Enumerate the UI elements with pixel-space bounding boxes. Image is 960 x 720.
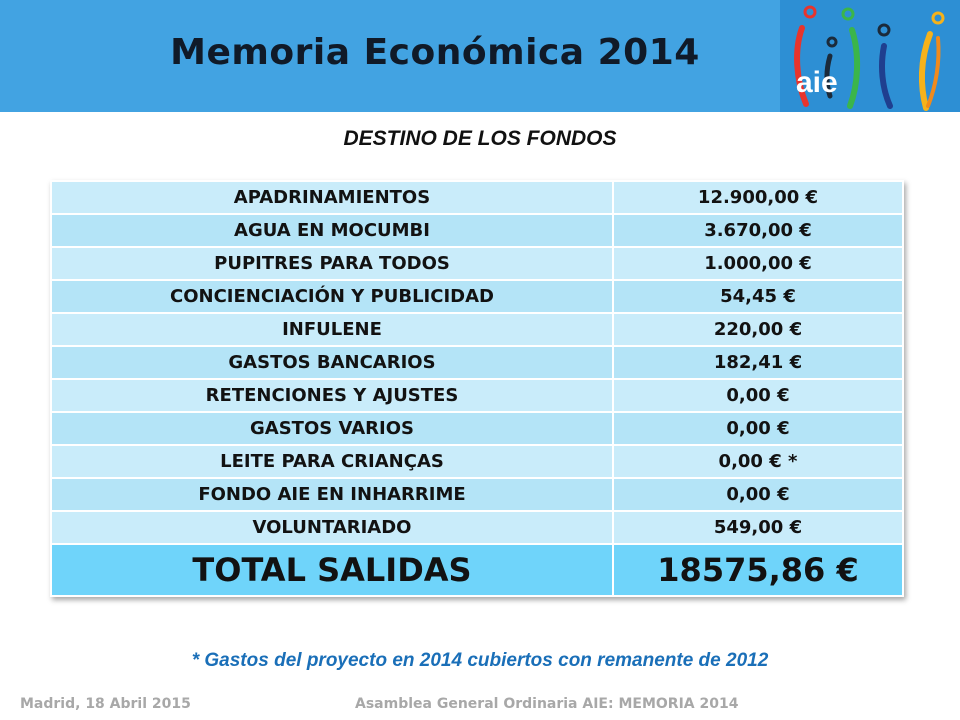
- row-label: GASTOS BANCARIOS: [51, 346, 613, 379]
- row-label: INFULENE: [51, 313, 613, 346]
- row-amount: 1.000,00 €: [613, 247, 903, 280]
- logo-figures-icon: [780, 0, 960, 112]
- table-row: [51, 181, 903, 214]
- row-amount: 12.900,00 €: [613, 181, 903, 214]
- table-row: [51, 445, 903, 478]
- section-subtitle: DESTINO DE LOS FONDOS: [343, 127, 617, 150]
- footer-date: Madrid, 18 Abril 2015: [20, 696, 191, 712]
- page-title: Memoria Económica 2014: [170, 32, 700, 73]
- table-row: [51, 214, 903, 247]
- row-label: VOLUNTARIADO: [51, 511, 613, 544]
- aie-logo: [780, 0, 960, 112]
- row-label: LEITE PARA CRIANÇAS: [51, 445, 613, 478]
- row-label: RETENCIONES Y AJUSTES: [51, 379, 613, 412]
- table-row: [51, 379, 903, 412]
- table-row: [51, 478, 903, 511]
- table-row: [51, 412, 903, 445]
- row-amount: 0,00 € *: [613, 445, 903, 478]
- table-row: [51, 247, 903, 280]
- table-row: [51, 313, 903, 346]
- row-label: AGUA EN MOCUMBI: [51, 214, 613, 247]
- total-amount: 18575,86 €: [613, 544, 903, 596]
- total-row: [51, 544, 903, 596]
- total-label: TOTAL SALIDAS: [51, 544, 613, 596]
- row-label: GASTOS VARIOS: [51, 412, 613, 445]
- row-amount: 0,00 €: [613, 478, 903, 511]
- logo-text: aie: [796, 66, 838, 99]
- footnote: * Gastos del proyecto en 2014 cubiertos con remanente de 2012: [191, 650, 769, 671]
- row-amount: 54,45 €: [613, 280, 903, 313]
- row-label: CONCIENCIACIÓN Y PUBLICIDAD: [51, 280, 613, 313]
- footer-event: Asamblea General Ordinaria AIE: MEMORIA 2014: [355, 696, 739, 712]
- header-banner: [0, 0, 960, 112]
- row-label: APADRINAMIENTOS: [51, 181, 613, 214]
- row-amount: 549,00 €: [613, 511, 903, 544]
- row-amount: 220,00 €: [613, 313, 903, 346]
- row-label: PUPITRES PARA TODOS: [51, 247, 613, 280]
- table-row: [51, 346, 903, 379]
- row-amount: 182,41 €: [613, 346, 903, 379]
- table-row: [51, 511, 903, 544]
- row-amount: 0,00 €: [613, 412, 903, 445]
- row-label: FONDO AIE EN INHARRIME: [51, 478, 613, 511]
- table-row: [51, 280, 903, 313]
- row-amount: 3.670,00 €: [613, 214, 903, 247]
- funds-table: [50, 180, 904, 597]
- row-amount: 0,00 €: [613, 379, 903, 412]
